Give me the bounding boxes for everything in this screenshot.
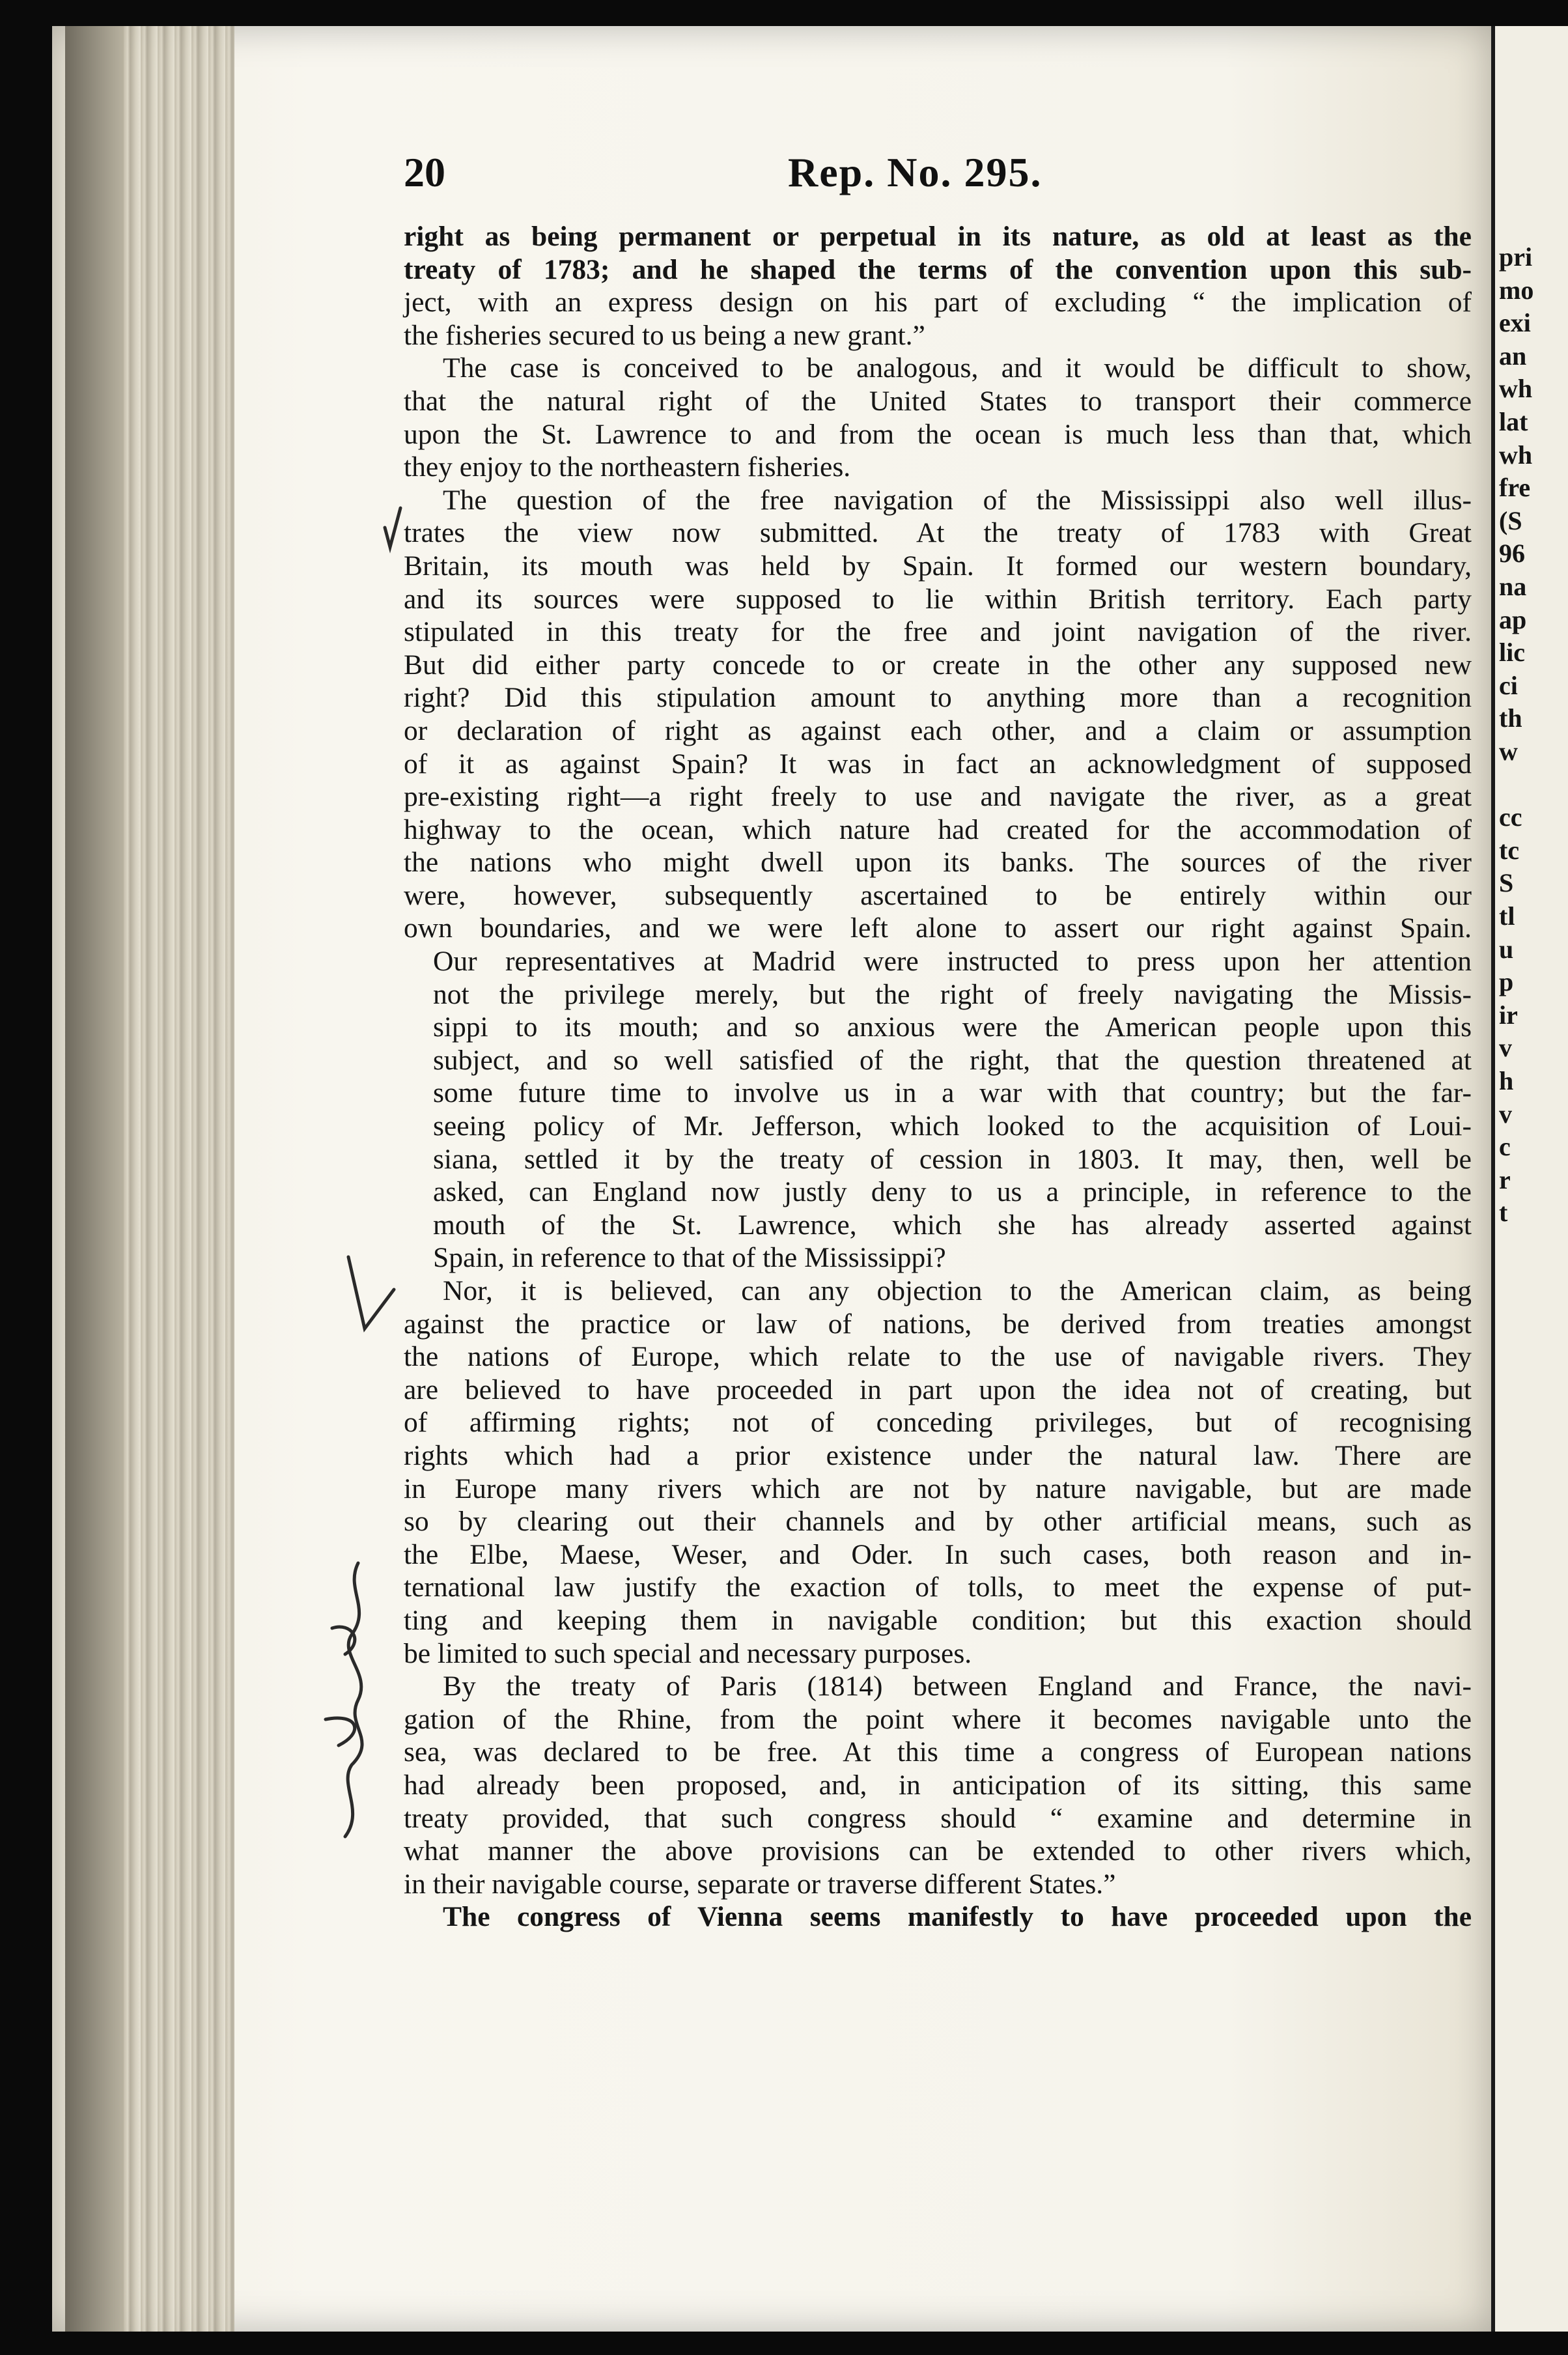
facing-page-line: p (1499, 967, 1514, 997)
text-line: Our representatives at Madrid were instructed to press upon her attention (433, 946, 1472, 978)
text-line: sea, was declared to be free. At this time a congress of European nations (404, 1736, 1472, 1768)
text-line: ject, with an express design on his part of excluding “ the implication of (404, 287, 1472, 318)
text-line: trates the view now submitted. At the treaty of 1783 with Great (404, 517, 1472, 549)
facing-page-line: lic (1499, 638, 1525, 668)
text-line: some future time to involve us in a war with that country; but the far- (433, 1077, 1472, 1109)
facing-page-line: t (1499, 1198, 1508, 1228)
facing-page-line: an (1499, 341, 1527, 371)
text-line: so by clearing out their channels and by other artificial means, such as (404, 1506, 1472, 1538)
text-line: stipulated in this treaty for the free and joint navigation of the river. (404, 616, 1472, 648)
text-line: or declaration of right as against each other, and a claim or assumption (404, 714, 1472, 746)
page-header (404, 148, 1446, 214)
text-line: gation of the Rhine, from the point where it becomes navigable unto the (404, 1703, 1472, 1735)
text-line: rights which had a prior existence under the natural law. There are (404, 1439, 1472, 1471)
check-mark-annotation-2 (342, 1250, 400, 1342)
text-line: ting and keeping them in navigable condition; but this exaction should (404, 1604, 1472, 1636)
facing-page-line: th (1499, 703, 1522, 733)
text-line: Nor, it is believed, can any objection to the American claim, as being (443, 1275, 1472, 1306)
facing-page-line: cc (1499, 802, 1522, 832)
facing-page-line: na (1499, 572, 1527, 601)
text-line: be limited to such special and necessary purposes. (404, 1637, 972, 1669)
text-line: By the treaty of Paris (1814) between England and France, the navi- (443, 1671, 1472, 1702)
facing-page-line: exi (1499, 308, 1531, 338)
facing-page-line: wh (1499, 440, 1533, 470)
text-line: The congress of Vienna seems manifestly to have proceeded upon the (443, 1901, 1472, 1933)
facing-page-line: r (1499, 1164, 1511, 1194)
text-line: sippi to its mouth; and so anxious were the American people upon this (433, 1011, 1472, 1043)
text-line: and its sources were supposed to lie within British territory. Each party (404, 583, 1472, 615)
facing-page-line: w (1499, 737, 1518, 766)
text-line: The question of the free navigation of the Mississippi also well illus- (443, 484, 1472, 516)
text-line: ternational law justify the exaction of tolls, to meet the expense of put- (404, 1572, 1472, 1603)
text-line: asked, can England now justly deny to us a principle, in reference to the (433, 1176, 1472, 1208)
text-line: not the privilege merely, but the right of freely navigating the Missis- (433, 978, 1472, 1010)
facing-page-line: mo (1499, 275, 1534, 305)
check-mark-annotation (381, 501, 407, 554)
text-line: the Elbe, Maese, Weser, and Oder. In such cases, both reason and in- (404, 1538, 1472, 1570)
facing-page-line: ci (1499, 670, 1518, 700)
text-line: highway to the ocean, which nature had created for the accommodation of (404, 813, 1472, 845)
facing-page-line: v (1499, 1033, 1512, 1063)
text-line: mouth of the St. Lawrence, which she has already asserted against (433, 1209, 1472, 1241)
text-line: pre-existing right—a right freely to use and navigate the river, as a great (404, 781, 1472, 813)
facing-page-fragment (1491, 26, 1568, 2332)
text-line: Spain, in reference to that of the Mississippi? (433, 1242, 946, 1274)
text-line: the nations of Europe, which relate to the use of navigable rivers. They (404, 1341, 1472, 1373)
facing-page-line: fre (1499, 473, 1531, 503)
facing-page-line: S (1499, 868, 1514, 898)
facing-page-line: tl (1499, 901, 1515, 931)
text-line: of it as against Spain? It was in fact an acknowledgment of supposed (404, 748, 1472, 780)
text-line: treaty provided, that such congress should “ examine and determine in (404, 1802, 1472, 1834)
facing-page-line: (S (1499, 505, 1522, 535)
book-gutter (124, 26, 234, 2332)
facing-page-line: h (1499, 1066, 1514, 1095)
text-line: in their navigable course, separate or traverse different States.” (404, 1868, 1116, 1900)
facing-page-line: pri (1499, 242, 1533, 272)
body-text (404, 220, 1472, 1934)
text-line: own boundaries, and we were left alone to assert our right against Spain. (404, 912, 1472, 944)
text-line: the nations who might dwell upon its banks. The sources of the river (404, 847, 1472, 879)
text-line: that the natural right of the United States to transport their commerce (404, 385, 1472, 417)
facing-page-line: tc (1499, 835, 1520, 865)
text-line: right? Did this stipulation amount to anything more than a recognition (404, 682, 1472, 714)
text-line: against the practice or law of nations, be derived from treaties amongst (404, 1308, 1472, 1340)
text-line: the fisheries secured to us being a new grant.” (404, 319, 925, 351)
text-line: what manner the above provisions can be extended to other rivers which, (404, 1835, 1472, 1867)
text-line: had already been proposed, and, in anticipation of its sitting, this same (404, 1769, 1472, 1801)
facing-page-line: wh (1499, 374, 1533, 404)
facing-page-line: v (1499, 1099, 1512, 1129)
text-line: they enjoy to the northeastern fisheries. (404, 451, 851, 483)
text-line: are believed to have proceeded in part upon the idea not of creating, but (404, 1374, 1472, 1405)
facing-page-line: ap (1499, 604, 1527, 634)
text-line: treaty of 1783; and he shaped the terms of the convention upon this sub- (404, 253, 1472, 285)
facing-page-line: 96 (1499, 539, 1525, 569)
facing-page-line: u (1499, 934, 1514, 964)
facing-page-line (1499, 769, 1568, 801)
text-line: siana, settled it by the treaty of cession in 1803. It may, then, well be (433, 1143, 1472, 1175)
text-line: right as being permanent or perpetual in its nature, as old at least as the (404, 221, 1472, 252)
text-line: of affirming rights; not of conceding privileges, but of recognising (404, 1407, 1472, 1439)
facing-page-line: lat (1499, 407, 1528, 436)
page-number: 20 (404, 149, 445, 195)
text-line: The case is conceived to be analogous, and it would be difficult to show, (443, 352, 1472, 384)
running-head: Rep. No. 295. (788, 149, 1043, 195)
text-line: subject, and so well satisfied of the right, that the question threatened at (433, 1044, 1472, 1076)
facing-page-line: c (1499, 1132, 1511, 1162)
handwritten-signature (306, 1550, 391, 1850)
text-line: But did either party concede to or create in the other any supposed new (404, 649, 1472, 681)
gutter-shadow (65, 26, 124, 2332)
text-line: in Europe many rivers which are not by nature navigable, but are made (404, 1473, 1472, 1504)
facing-page-line: ir (1499, 1000, 1518, 1030)
text-line: were, however, subsequently ascertained to be entirely within our (404, 879, 1472, 911)
text-line: upon the St. Lawrence to and from the ocean is much less than that, which (404, 418, 1472, 450)
text-line: Britain, its mouth was held by Spain. It formed our western boundary, (404, 550, 1472, 582)
text-line: seeing policy of Mr. Jefferson, which looked to the acquisition of Loui- (433, 1110, 1472, 1142)
